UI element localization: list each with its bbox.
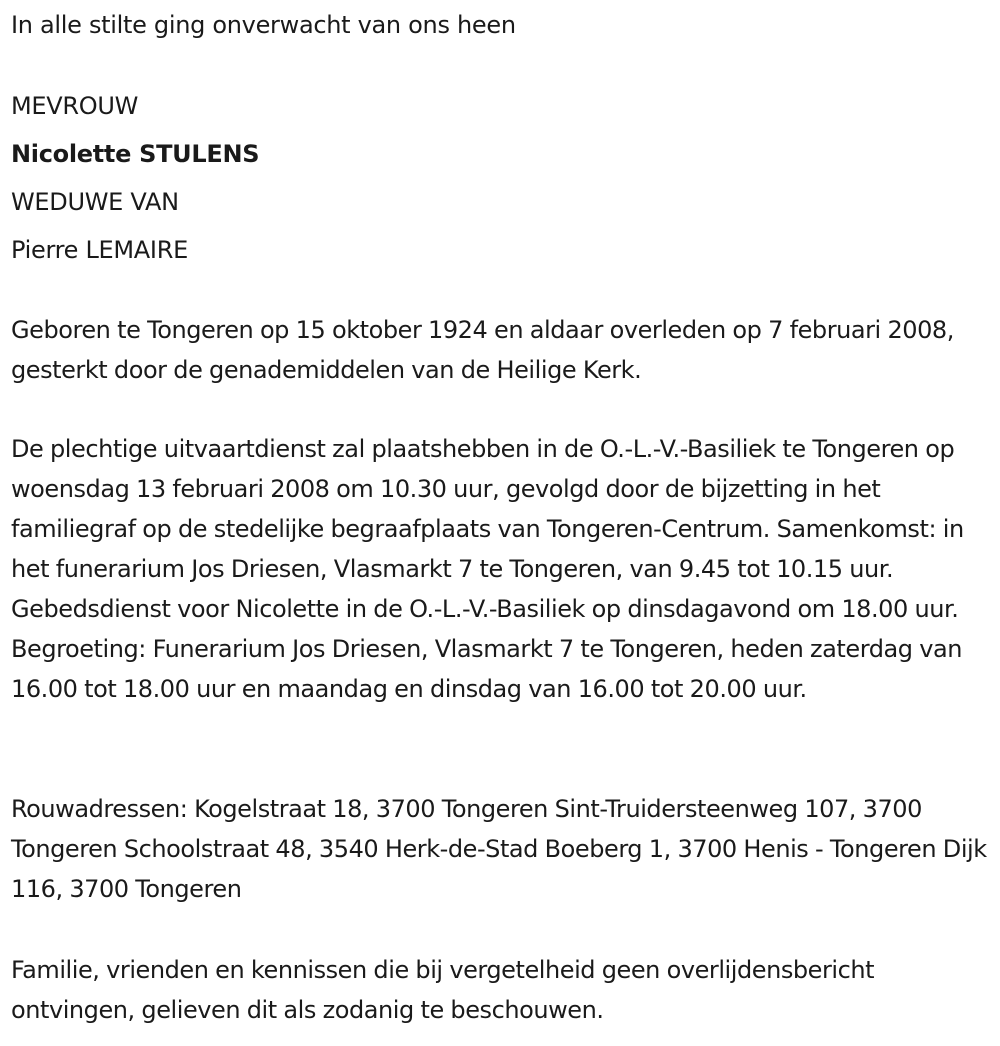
- family-note-paragraph: Familie, vrienden en kennissen die bij vergetelheid geen overlijdensbericht ontvingen, gelieven dit als zodanig te beschouwen.: [11, 956, 875, 1024]
- spouse-name: Pierre LEMAIRE: [11, 236, 188, 264]
- funeral-service-paragraph: De plechtige uitvaartdienst zal plaatshebben in de O.-L.-V.-Basiliek te Tongeren op woensdag 13 februari 2008 om 10.30 uur, gevolgd door de bijzetting in het familiegraf op de stedelijke begraafplaats van Tongeren-Centrum. Samenkomst: in het funerarium Jos Driesen, Vlasmarkt 7 te Tongeren, van 9.45 tot 10.15 uur. Gebedsdienst voor Nicolette in de O.-L.-V.-Basiliek op dinsdagavond om 18.00 uur. Begroeting: Funerarium Jos Driesen, Vlasmarkt 7 te Tongeren, heden zaterdag van 16.00 tot 18.00 uur en maandag en dinsdag van 16.00 tot 20.00 uur.: [11, 435, 964, 703]
- mourning-addresses-paragraph: Rouwadressen: Kogelstraat 18, 3700 Tongeren Sint-Truidersteenweg 107, 3700 Tongeren Schoolstraat 48, 3540 Herk-de-Stad Boeberg 1, 3700 Henis - Tongeren Dijk 116, 3700 Tongeren: [11, 795, 987, 903]
- honorific-title: MEVROUW: [11, 92, 139, 120]
- intro-line: In alle stilte ging onverwacht van ons heen: [11, 11, 516, 39]
- deceased-name: Nicolette STULENS: [11, 140, 260, 168]
- widow-of-label: WEDUWE VAN: [11, 188, 179, 216]
- birth-death-paragraph: Geboren te Tongeren op 15 oktober 1924 en aldaar overleden op 7 februari 2008, gesterkt door de genademiddelen van de Heilige Kerk.: [11, 316, 954, 384]
